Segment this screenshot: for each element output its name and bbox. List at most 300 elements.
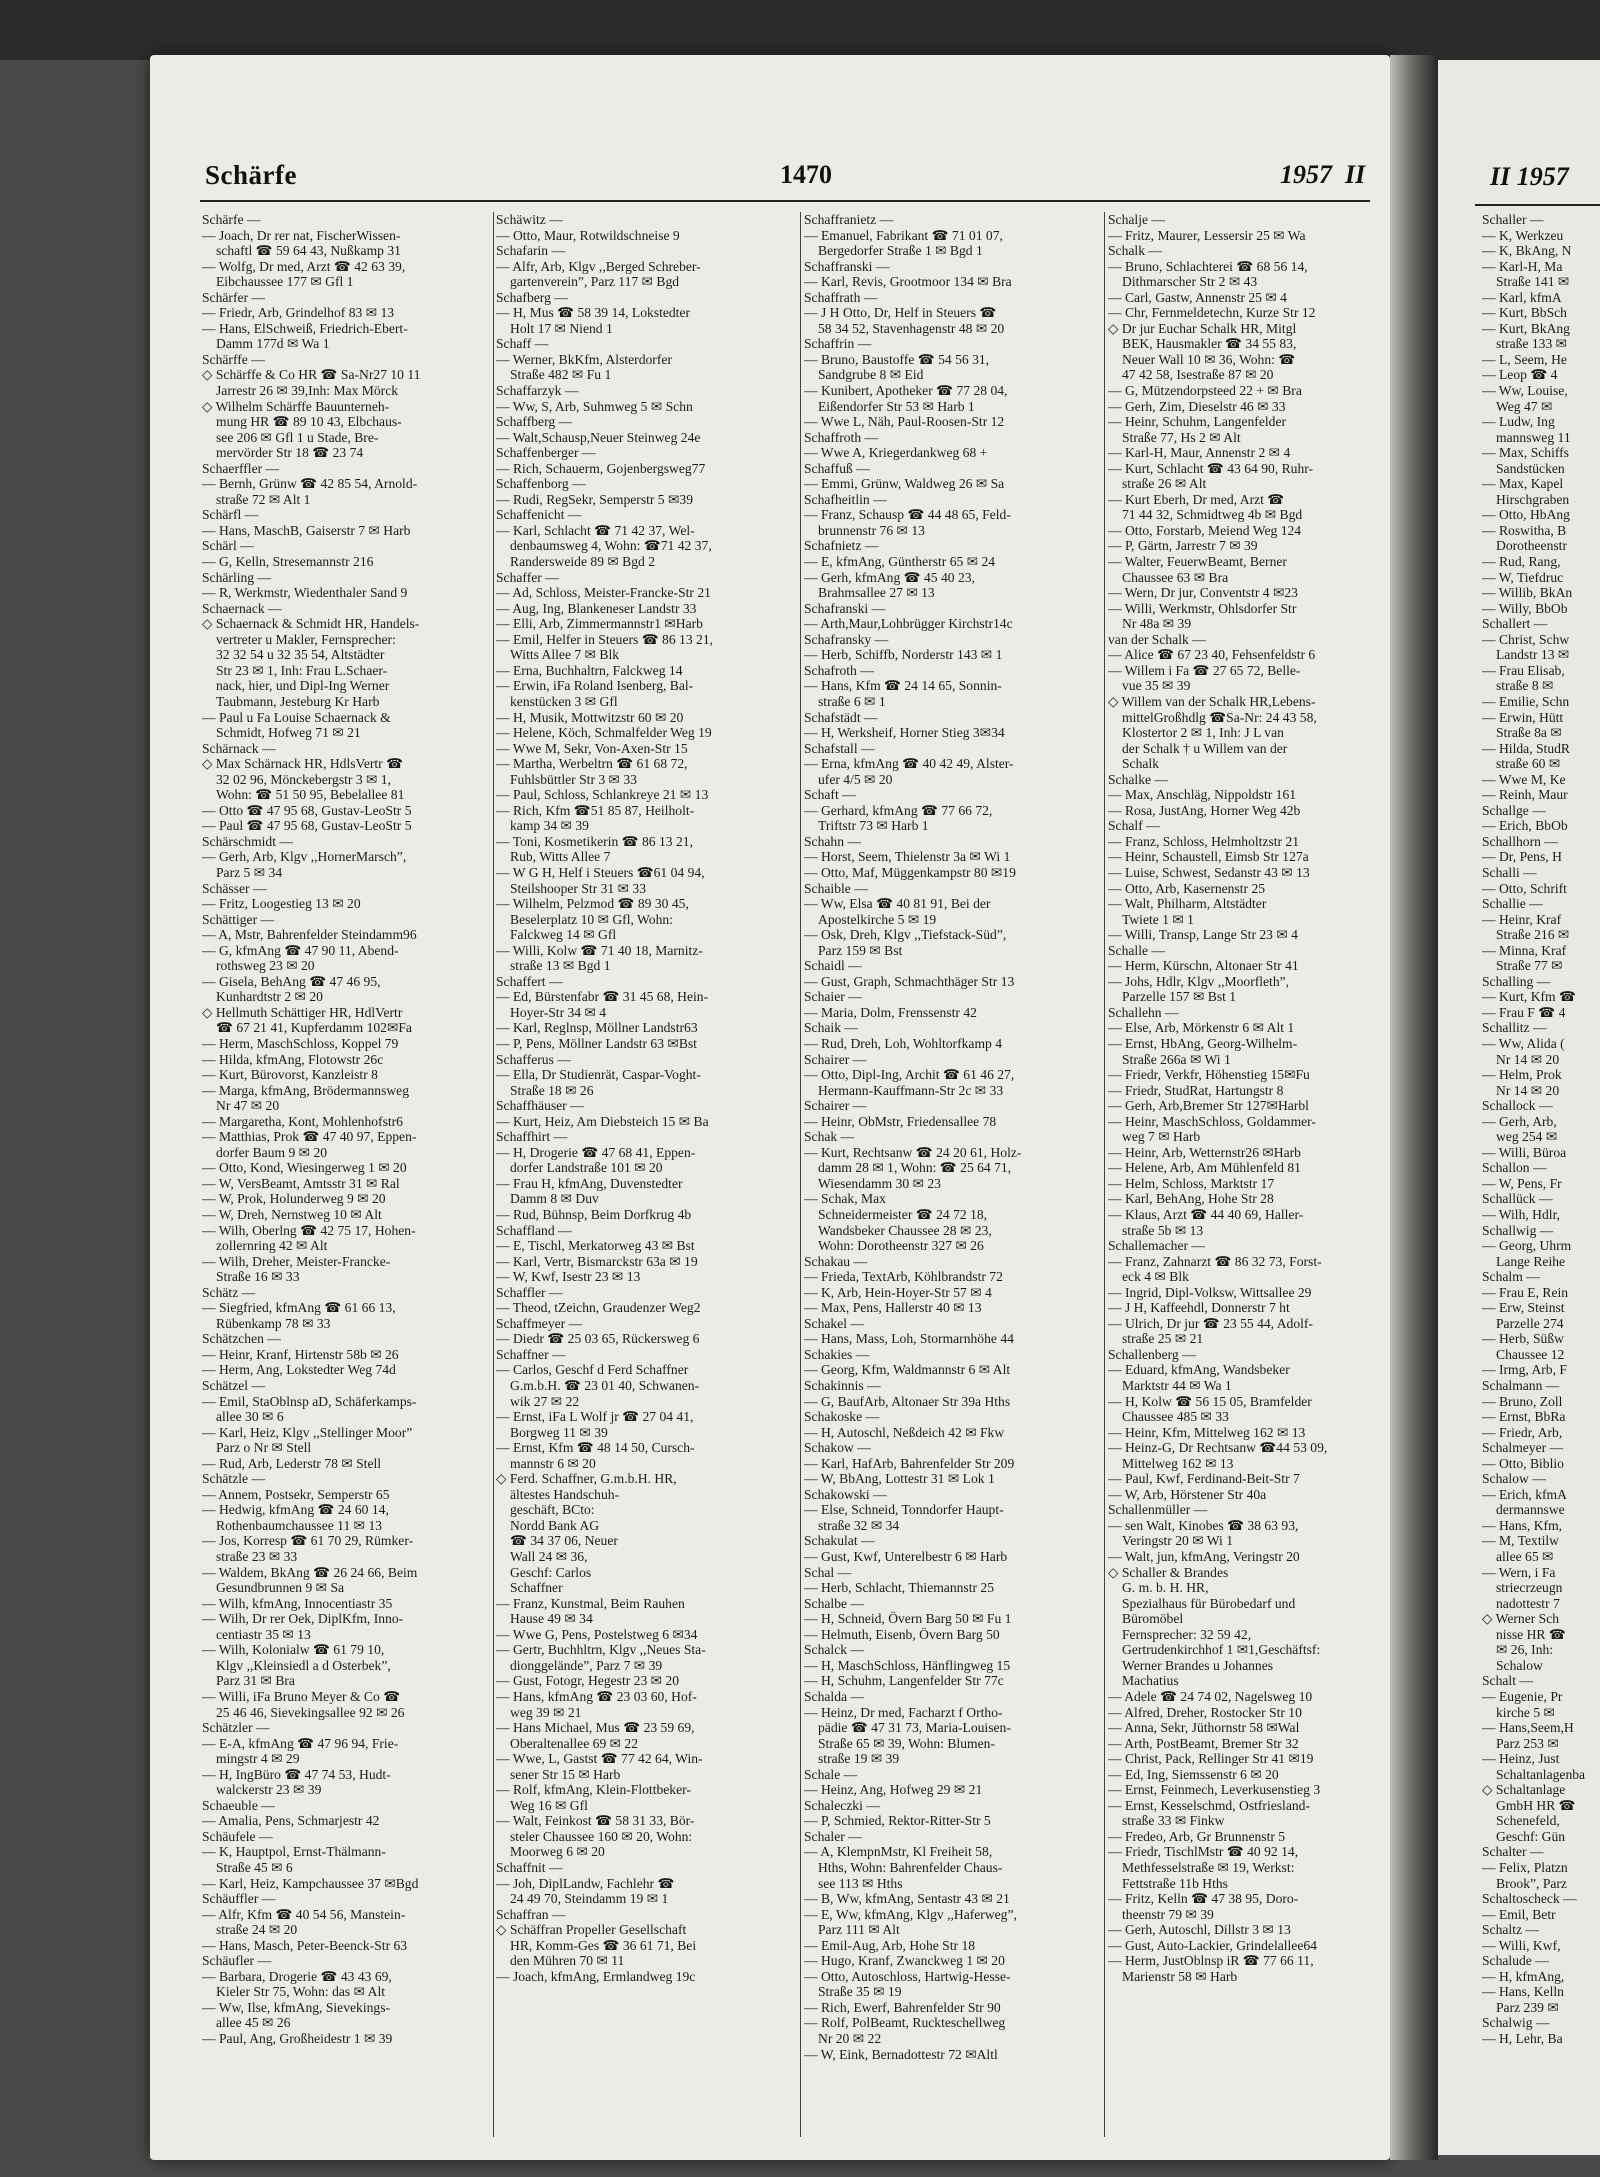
directory-line: Parz 239 ✉ [1496,1999,1559,2015]
directory-line: BEK, Hausmakler ☎ 34 55 83, [1122,336,1297,352]
directory-line: Schafnietz — [804,538,879,554]
directory-line: Twiete 1 ✉ 1 [1122,911,1194,927]
directory-line: ◇ Schäffran Propeller Gesellschaft [496,1922,687,1938]
directory-line: — Ed, Ing, Siemssenstr 6 ✉ 20 [1108,1766,1279,1782]
directory-column-5 [1482,212,1600,2142]
directory-line: — Willi, Transp, Lange Str 23 ✉ 4 [1108,927,1298,943]
directory-line: — K, Hauptpol, Ernst-Thälmann- [202,1844,386,1860]
directory-line: Brook”, Parz [1496,1875,1567,1891]
directory-line: — Klaus, Arzt ☎ 44 40 69, Haller- [1108,1207,1304,1222]
directory-line: — Ernst, Kfm ☎ 48 14 50, Cursch- [496,1440,695,1456]
directory-line: allee 45 ✉ 26 [216,2015,291,2031]
directory-line: Schafransky — [804,631,889,647]
directory-line: — Otto, Autoschloss, Hartwig-Hesse- [804,1968,1011,1984]
directory-line: dorfer Baum 9 ✉ 20 [216,1144,328,1160]
directory-line: Nr 14 ✉ 20 [1496,1082,1560,1098]
directory-line: — Ww, Elsa ☎ 40 81 91, Bei der [804,896,991,912]
directory-line: — M, Textilw [1482,1533,1559,1549]
directory-line: — Herm, MaschSchloss, Koppel 79 [202,1035,399,1051]
directory-line: nisse HR ☎ [1496,1626,1566,1642]
directory-line: van der Schalk — [1108,631,1206,647]
directory-line: straße 13 ✉ Bgd 1 [510,958,611,974]
directory-line: Weg 47 ✉ [1496,398,1553,414]
directory-line: — Alfr, Kfm ☎ 40 54 56, Manstein- [202,1906,406,1922]
directory-line: Rübenkamp 78 ✉ 33 [216,1315,331,1331]
directory-line: rothsweg 23 ✉ 20 [216,958,315,974]
directory-line: — Karl, Heiz, Klgv ,,Stellinger Moor” [202,1424,413,1440]
directory-column-1 [202,212,490,2142]
directory-line: mingstr 4 ✉ 29 [216,1751,300,1767]
directory-line: Taubmann, Jesteburg Kr Harb [216,693,380,709]
directory-line: — Karl, kfmA [1482,289,1562,305]
directory-line: allee 65 ✉ [1496,1549,1554,1565]
directory-line: Schaffarzyk — [496,383,579,399]
directory-line: — Frau H, kfmAng, Duvenstedter [496,1175,683,1191]
scan-background [0,0,1600,60]
directory-line: — Wilh, Dr rer Oek, DiplKfm, Inno- [202,1611,404,1627]
header-rule [200,200,1370,202]
directory-line: — Werner, BkKfm, Alsterdorfer [496,351,672,367]
directory-line: Veringstr 20 ✉ Wi 1 [1122,1533,1234,1549]
directory-line: Wandsbeker Chaussee 28 ✉ 23, [818,1222,992,1238]
directory-line: Schaffroth — [804,429,879,445]
directory-line: — Willy, BbOb [1482,600,1568,616]
directory-line: Schäufler — [202,1953,272,1969]
directory-line: Straße 482 ✉ Fu 1 [510,367,612,383]
directory-line: — W, Tiefdruc [1482,569,1564,585]
directory-line: Schafstädt — [804,709,878,725]
directory-line: Schalbe — [804,1595,865,1611]
directory-line: — Carl, Gastw, Annenstr 25 ✉ 4 [1108,289,1287,305]
directory-line: — Emil-Aug, Arb, Hohe Str 18 [804,1937,976,1953]
directory-line: — Herb, Süßw [1482,1331,1564,1347]
directory-line: der Schalk † u Willem van der [1122,740,1288,756]
directory-line: straße 24 ✉ 20 [216,1922,298,1938]
directory-line: — Max, Schiffs [1482,445,1569,461]
directory-line: — Rud, Rang, [1482,554,1561,570]
directory-line: — Franz, Zahnarzt ☎ 86 32 73, Forst- [1108,1253,1322,1269]
directory-line: — Willi, Kwf, [1482,1937,1561,1953]
directory-line: — Gertr, Buchhltrn, Klgv ,,Neues Sta- [496,1642,706,1658]
directory-line: Fuhlsbüttler Str 3 ✉ 33 [510,771,637,787]
directory-line: Schaffenborg — [496,476,586,492]
directory-line: Schaffranski — [804,258,890,274]
directory-line: Schaffrath — [804,289,878,305]
directory-line: — Karl, Reglnsp, Möllner Landstr63 [496,1020,698,1036]
directory-line: — Kurt Eberh, Dr med, Arzt ☎ [1108,491,1285,507]
directory-line: Schakulat — [804,1533,875,1549]
directory-line: — H, Schuhm, Langenfelder Str 77c [804,1673,1004,1689]
directory-line: Schaible — [804,880,868,896]
directory-line: Schakinnis — [804,1378,881,1394]
directory-line: Gertrudenkirchhof 1 ✉1,Geschäftsf: [1122,1642,1321,1658]
directory-line: — Gerh, Arb,Bremer Str 127✉Harbl [1108,1098,1309,1114]
directory-line: straße 32 ✉ 34 [818,1517,900,1533]
directory-line: — Friedr, Verkfr, Höhenstieg 15✉Fu [1108,1067,1310,1083]
directory-line: Schallon — [1482,1160,1547,1176]
directory-line: — Wwe M, Sekr, Von-Axen-Str 15 [496,740,688,756]
directory-line: — W, BbAng, Lottestr 31 ✉ Lok 1 [804,1471,995,1487]
directory-line: — Otto, Maf, Müggenkampstr 80 ✉19 [804,864,1016,880]
directory-line: — Ingrid, Dipl-Volksw, Wittsallee 29 [1108,1284,1312,1300]
directory-line: — Frau Elisab, [1482,662,1565,678]
page-number: 1470 [780,160,832,189]
directory-line: — Reinh, Maur [1482,787,1568,803]
directory-column-2 [496,212,794,2142]
directory-line: G. m. b. H. HR, [1122,1580,1209,1596]
directory-line: Parz 253 ✉ [1496,1735,1559,1751]
directory-line: — Heinr, Arb, Wetternstr26 ✉Harb [1108,1144,1301,1160]
directory-line: Schalf — [1108,818,1160,834]
directory-line: — Willi, Kolw ☎ 71 40 18, Marnitz- [496,942,703,958]
directory-line: straße 8 ✉ [1496,678,1554,694]
directory-line: Parzelle 157 ✉ Bst 1 [1122,989,1237,1005]
directory-line: Schalude — [1482,1953,1549,1969]
directory-line: — Luise, Schwest, Sedanstr 43 ✉ 13 [1108,864,1310,880]
directory-line: — Gerhard, kfmAng ☎ 77 66 72, [804,802,993,818]
directory-line: — Horst, Seem, Thielenstr 3a ✉ Wi 1 [804,849,1011,865]
directory-line: — P, Gärtn, Jarrestr 7 ✉ 39 [1108,538,1258,554]
directory-line: — Paul, Ang, Großheidestr 1 ✉ 39 [202,2030,393,2046]
directory-line: — Walt, Philharm, Altstädter [1108,896,1267,912]
directory-line: mung HR ☎ 89 10 43, Elbchaus- [216,414,402,430]
directory-line: Straße 77, Hs 2 ✉ Alt [1122,429,1241,445]
directory-line: — Hans, kfmAng ☎ 23 03 60, Hof- [496,1688,697,1704]
directory-line: dionggelände”, Parz 7 ✉ 39 [510,1657,663,1673]
directory-line: Straße 77 ✉ [1496,958,1563,974]
directory-line: — Franz, Kunstmal, Beim Rauhen [496,1595,685,1611]
directory-line: Nr 20 ✉ 22 [818,2030,882,2046]
directory-line: — Aug, Ing, Blankeneser Landstr 33 [496,600,697,616]
directory-line: — Karl, Schlacht ☎ 71 42 37, Wel- [496,522,695,538]
column-divider [800,212,801,2137]
directory-line: — Osk, Dreh, Klgv ,,Tiefstack-Süd”, [804,927,1007,943]
directory-line: — A, KlempnMstr, Kl Freiheit 58, [804,1844,993,1860]
directory-line: — Fredeo, Arb, Gr Brunnenstr 5 [1108,1828,1286,1844]
directory-line: den Mühren 70 ✉ 11 [510,1953,625,1969]
directory-line: Schätzle — [202,1471,266,1487]
directory-line: Schätzel — [202,1378,266,1394]
directory-line: Schallert — [1482,616,1548,632]
directory-line: — Hans, Kfm, [1482,1517,1563,1533]
directory-line: Schahn — [804,833,862,849]
directory-line: Büromöbel [1122,1611,1184,1627]
directory-line: kenstücken 3 ✉ Gfl [510,693,618,709]
directory-line: — W G H, Helf i Steuers ☎61 04 94, [496,864,705,880]
directory-line: — Walt, jun, kfmAng, Veringstr 20 [1108,1549,1300,1565]
directory-line: Schalje — [1108,212,1166,227]
directory-line: Schaffner — [496,1346,566,1362]
directory-line: — Frau F ☎ 4 [1482,1004,1566,1020]
directory-line: denbaumsweg 4, Wohn: ☎71 42 37, [510,538,712,554]
directory-line: — Frieda, TextArb, Köhlbrandstr 72 [804,1269,1003,1285]
directory-line: — Arth, PostBeamt, Bremer Str 32 [1108,1735,1299,1751]
directory-line: Geschf: Gün [1496,1828,1566,1844]
directory-line: — Waldem, BkAng ☎ 26 24 66, Beim [202,1564,418,1580]
directory-line: — Adele ☎ 24 74 02, Nagelsweg 10 [1108,1688,1313,1704]
directory-line: Schaler — [804,1828,862,1844]
directory-line: — Karl-H, Ma [1482,258,1563,274]
directory-line: vertreter u Makler, Fernsprecher: [216,631,396,647]
directory-line: — Christ, Pack, Rellinger Str 41 ✉19 [1108,1751,1314,1767]
directory-line: Parzelle 274 [1496,1315,1564,1331]
directory-line: — W, Kwf, Isestr 23 ✉ 13 [496,1269,641,1285]
column-divider [493,212,494,2137]
directory-line: Marktstr 44 ✉ Wa 1 [1122,1378,1232,1394]
directory-line: Schärffe — [202,351,265,367]
directory-line: — Anna, Sekr, Jüthornstr 58 ✉Wal [1108,1720,1300,1736]
directory-line: Schakel — [804,1315,865,1331]
directory-line: — Irmg, Arb, F [1482,1362,1567,1378]
directory-column-3 [804,212,1104,2142]
directory-line: — Hans, Kfm ☎ 24 14 65, Sonnin- [804,678,1002,694]
directory-line: — W, Dreh, Nernstweg 10 ✉ Alt [202,1207,382,1222]
directory-line: geschäft, BCto: [510,1502,595,1518]
directory-line: Schalter — [1482,1844,1544,1860]
directory-line: Schafberg — [496,289,568,305]
directory-line: Schallehn — [1108,1004,1179,1020]
directory-line: Schaeuble — [202,1797,275,1813]
directory-line: Schallemacher — [1108,1238,1206,1254]
directory-line: — P, Pens, Möllner Landstr 63 ✉Bst [496,1035,697,1051]
directory-line: — Rich, Schauerm, Gojenbergsweg77 [496,460,706,476]
directory-line: Schallge — [1482,802,1546,818]
directory-line: — Max, Anschläg, Nippoldstr 161 [1108,787,1297,803]
directory-line: — Chr, Fernmeldetechn, Kurze Str 12 [1108,305,1316,321]
directory-line: straße 19 ✉ 39 [818,1751,900,1767]
directory-line: straße 5b ✉ 13 [1122,1222,1204,1238]
directory-line: — Otto, Schrift [1482,880,1567,896]
directory-line: Schalling — [1482,973,1551,989]
directory-line: Werner Brandes u Johannes [1122,1657,1274,1673]
directory-line: — Willi, Werkmstr, Ohlsdorfer Str [1108,600,1297,616]
directory-line: — E, kfmAng, Güntherstr 65 ✉ 24 [804,554,996,570]
directory-line: — Emil, StaOblnsp aD, Schäferkamps- [202,1393,417,1409]
directory-line: — Rud, Bühnsp, Beim Dorfkrug 4b [496,1207,692,1222]
directory-line: Schaffmeyer — [496,1315,583,1331]
directory-line: — Fritz, Maurer, Lessersir 25 ✉ Wa [1108,227,1306,243]
directory-line: Schalk [1122,756,1159,772]
directory-line: — Wilh, Hdlr, [1482,1207,1560,1222]
directory-line: nadottestr 7 [1496,1595,1560,1611]
directory-line: Landstr 13 ✉ [1496,647,1570,663]
directory-line: Nordd Bank AG [510,1517,600,1533]
directory-line: straße 6 ✉ 1 [818,693,886,709]
directory-line: — Emil, Betr [1482,1906,1556,1922]
directory-line: — Ed, Bürstenfabr ☎ 31 45 68, Hein- [496,989,709,1005]
directory-line: — Ernst, iFa L Wolf jr ☎ 27 04 41, [496,1409,694,1425]
directory-line: — Herm, Ang, Lokstedter Weg 74d [202,1362,396,1378]
page-title: Schärfe [205,160,297,190]
directory-line: mervörder Str 18 ☎ 23 74 [216,445,364,461]
directory-line: — Friedr, Arb, Grindelhof 83 ✉ 13 [202,305,395,321]
directory-line: Schallhorn — [1482,833,1558,849]
directory-line: — Dr, Pens, H [1482,849,1562,865]
directory-line: — K, Werkzeu [1482,227,1564,243]
directory-line: Straße 266a ✉ Wi 1 [1122,1051,1231,1067]
directory-line: 47 42 58, Isestraße 87 ✉ 20 [1122,367,1274,383]
directory-line: — Joach, Dr rer nat, FischerWissen- [202,227,401,243]
directory-line: — H, kfmAng, [1482,1968,1565,1984]
directory-line: — Heinz, Just [1482,1751,1560,1767]
directory-line: — Willem i Fa ☎ 27 65 72, Belle- [1108,662,1301,678]
directory-line: — A, Mstr, Bahrenfelder Steindamm96 [202,927,417,943]
directory-line: Schaffler — [496,1284,563,1300]
directory-line: Schäuffler — [202,1891,276,1907]
directory-line: — Herb, Schlacht, Thiemannstr 25 [804,1580,995,1596]
directory-line: Schafheitlin — [804,491,887,507]
directory-line: Schaffuß — [804,460,870,476]
directory-line: — E-A, kfmAng ☎ 47 96 94, Frie- [202,1735,399,1751]
directory-line: Nr 14 ✉ 20 [1496,1051,1560,1067]
directory-line: — Karl-H, Maur, Annenstr 2 ✉ 4 [1108,445,1291,461]
directory-line: — Gust, Fotogr, Hegestr 23 ✉ 20 [496,1673,680,1689]
directory-line: — Hugo, Kranf, Zwanckweg 1 ✉ 20 [804,1953,1005,1969]
directory-line: Schafroth — [804,662,874,678]
directory-line: — Jos, Korresp ☎ 61 70 29, Rümker- [202,1533,414,1549]
directory-line: — Kurt, Bürovorst, Kanzleistr 8 [202,1067,378,1083]
directory-line: Chaussee 12 [1496,1346,1565,1362]
directory-line: Schafstall — [804,740,875,756]
directory-line: steler Chaussee 160 ✉ 20, Wohn: [510,1828,693,1844]
directory-line: — Wilh, kfmAng, Innocentiastr 35 [202,1595,393,1611]
directory-line: Hermann-Kauffmann-Str 2c ✉ 33 [818,1082,1004,1098]
directory-line: — Hilda, StudR [1482,740,1570,756]
directory-line: Schalda — [804,1688,865,1704]
directory-line: weg 254 ✉ [1496,1129,1558,1145]
directory-line: ◇ Hellmuth Schättiger HR, HdlVertr [202,1004,403,1020]
directory-line: — Minna, Kraf [1482,942,1567,958]
directory-line: Chaussee 63 ✉ Bra [1122,569,1229,585]
directory-line: HR, Komm-Ges ☎ 36 61 71, Bei [510,1937,697,1953]
directory-line: — Heinr, Kranf, Hirtenstr 58b ✉ 26 [202,1346,399,1362]
directory-line: — Otto, Forstarb, Meiend Weg 124 [1108,522,1302,538]
directory-line: — Willi, Büroa [1482,1144,1567,1160]
directory-line: — Erwin, Hütt [1482,709,1564,725]
directory-line: — Toni, Kosmetikerin ☎ 86 13 21, [496,833,693,849]
directory-line: — Herm, Kürschn, Altonaer Str 41 [1108,958,1299,974]
directory-line: — Theod, tZeichn, Graudenzer Weg2 [496,1300,701,1316]
directory-line: — H, Lehr, Ba [1482,2030,1563,2046]
directory-line: Schalk — [1108,243,1162,259]
directory-line: Schallock — [1482,1098,1553,1114]
directory-line: 32 32 54 u 32 35 54, Altstädter [216,647,385,663]
directory-line: — H, MaschSchloss, Hänflingweg 15 [804,1657,1011,1673]
directory-line: Straße 65 ✉ 39, Wohn: Blumen- [818,1735,995,1751]
directory-line: Schaller — [1482,212,1544,227]
directory-line: — Erw, Steinst [1482,1300,1565,1316]
directory-line: Schakoske — [804,1409,880,1425]
directory-line: 71 44 32, Schmidtweg 4b ✉ Bgd [1122,507,1303,523]
directory-line: — Ulrich, Dr jur ☎ 23 55 44, Adolf- [1108,1315,1313,1331]
directory-line: Schakau — [804,1253,868,1269]
directory-line: Schärschmidt — [202,833,293,849]
directory-line: — E, Ww, kfmAng, Klgv ,,Haferweg”, [804,1906,1017,1922]
directory-line: — Wwe G, Pens, Postelstweg 6 ✉34 [496,1626,698,1642]
directory-line: — Otto, HbAng [1482,507,1570,523]
directory-line: — K, Arb, Hein-Hoyer-Str 57 ✉ 4 [804,1284,992,1300]
directory-line: — Wwe A, Kriegerdankweg 68 + [804,445,988,461]
directory-line: Mittelweg 162 ✉ 13 [1122,1455,1234,1471]
directory-line: mannstr 6 ✉ 20 [510,1455,596,1471]
directory-line: Schaffenberger — [496,445,596,461]
directory-line: Dorotheenstr [1496,538,1567,554]
directory-line: sener Str 15 ✉ Harb [510,1766,621,1782]
directory-line: — Else, Schneid, Tonndorfer Haupt- [804,1502,1004,1518]
directory-line: — Bruno, Baustoffe ☎ 54 56 31, [804,351,990,367]
directory-line: wik 27 ✉ 22 [510,1393,580,1409]
directory-line: allee 30 ✉ 6 [216,1409,284,1425]
directory-line: — H, Autoschl, Neßdeich 42 ✉ Fkw [804,1424,1005,1440]
directory-line: — Diedr ☎ 25 03 65, Rückersweg 6 [496,1331,700,1347]
directory-line: — W, Prok, Holunderweg 9 ✉ 20 [202,1191,386,1207]
directory-line: 25 46 46, Sievekingsallee 92 ✉ 26 [216,1704,405,1720]
directory-line: Schaleczki — [804,1797,880,1813]
directory-line: ◇ Ferd. Schaffner, G.m.b.H. HR, [496,1471,677,1487]
directory-line: 32 02 96, Mönckebergstr 3 ✉ 1, [216,771,391,787]
directory-line: — Maria, Dolm, Frenssenstr 42 [804,1004,977,1020]
directory-line: — Heinr, ObMstr, Friedensallee 78 [804,1113,997,1129]
directory-line: — Gerh, kfmAng ☎ 45 40 23, [804,569,975,585]
directory-line: — W, Arb, Hörstener Str 40a [1108,1486,1267,1502]
directory-line: — Herm, JustOblnsp iR ☎ 77 66 11, [1108,1953,1314,1969]
directory-line: — Margaretha, Kont, Mohlenhofstr6 [202,1113,403,1129]
directory-line: — Amalia, Pens, Schmarjestr 42 [202,1813,380,1829]
directory-line: Schaffert — [496,973,563,989]
directory-line: — Franz, Schloss, Helmholtzstr 21 [1108,833,1300,849]
directory-line: Hths, Wohn: Bahrenfelder Chaus- [818,1859,1003,1875]
directory-line: — Gerh, Autoschl, Dillstr 3 ✉ 13 [1108,1922,1291,1938]
directory-line: — P, Schmied, Rektor-Ritter-Str 5 [804,1813,991,1829]
directory-line: — Heinz, Dr med, Facharzt f Ortho- [804,1704,1003,1720]
directory-line: — Gerh, Zim, Dieselstr 46 ✉ 33 [1108,398,1286,414]
directory-line: Schaidl — [804,958,862,974]
directory-line: Schalmann — [1482,1378,1560,1394]
directory-line: Jarrestr 26 ✉ 39,Inh: Max Mörck [216,383,399,399]
directory-line: Schalli — [1482,864,1537,880]
directory-line: — Heinz-G, Dr Rechtsanw ☎44 53 09, [1108,1440,1328,1456]
directory-line: mannsweg 11 [1496,429,1571,445]
directory-line: — Wwe L, Näh, Paul-Roosen-Str 12 [804,414,1005,430]
directory-line: straße 25 ✉ 21 [1122,1331,1204,1347]
directory-line: — Wwe, L, Gastst ☎ 77 42 64, Win- [496,1751,703,1767]
directory-line: Schaltanlagenba [1496,1766,1586,1782]
directory-line: Fernsprecher: 32 59 42, [1122,1626,1252,1642]
directory-line: schaftl ☎ 59 64 43, Nußkamp 31 [216,243,401,259]
directory-line: — Friedr, TischlMstr ☎ 40 92 14, [1108,1844,1299,1860]
directory-line: Hoyer-Str 34 ✉ 4 [510,1004,607,1020]
directory-line: — Rolf, PolBeamt, Ruckteschellweg [804,2015,1006,2031]
directory-line: Schal — [804,1564,852,1580]
directory-line: weg 39 ✉ 21 [510,1704,582,1720]
directory-line: — Hans, MaschB, Gaiserstr 7 ✉ Harb [202,522,411,538]
directory-line: vue 35 ✉ 39 [1122,678,1191,694]
directory-line: Oberaltenallee 69 ✉ 22 [510,1735,639,1751]
directory-line: — Wwe M, Ke [1482,771,1566,787]
directory-line: Beselerplatz 10 ✉ Gfl, Wohn: [510,911,673,927]
directory-line: Schakies — [804,1346,870,1362]
directory-line: Parz 5 ✉ 34 [216,864,283,880]
directory-line: ◇ Schaller & Brandes [1108,1564,1229,1580]
directory-line: — Erna, Buchhaltrn, Falckweg 14 [496,662,683,678]
directory-line: — Ww, Ilse, kfmAng, Sievekings- [202,1999,391,2015]
directory-line: Schärfe — [202,212,261,227]
directory-line: — Helm, Schloss, Marktstr 17 [1108,1175,1275,1191]
directory-line: — Max, Pens, Hallerstr 40 ✉ 13 [804,1300,982,1316]
directory-column-4 [1108,212,1390,2142]
directory-line: — Franz, Schausp ☎ 44 48 65, Feld- [804,507,1011,523]
directory-line: — Kunibert, Apotheker ☎ 77 28 04, [804,383,1008,399]
